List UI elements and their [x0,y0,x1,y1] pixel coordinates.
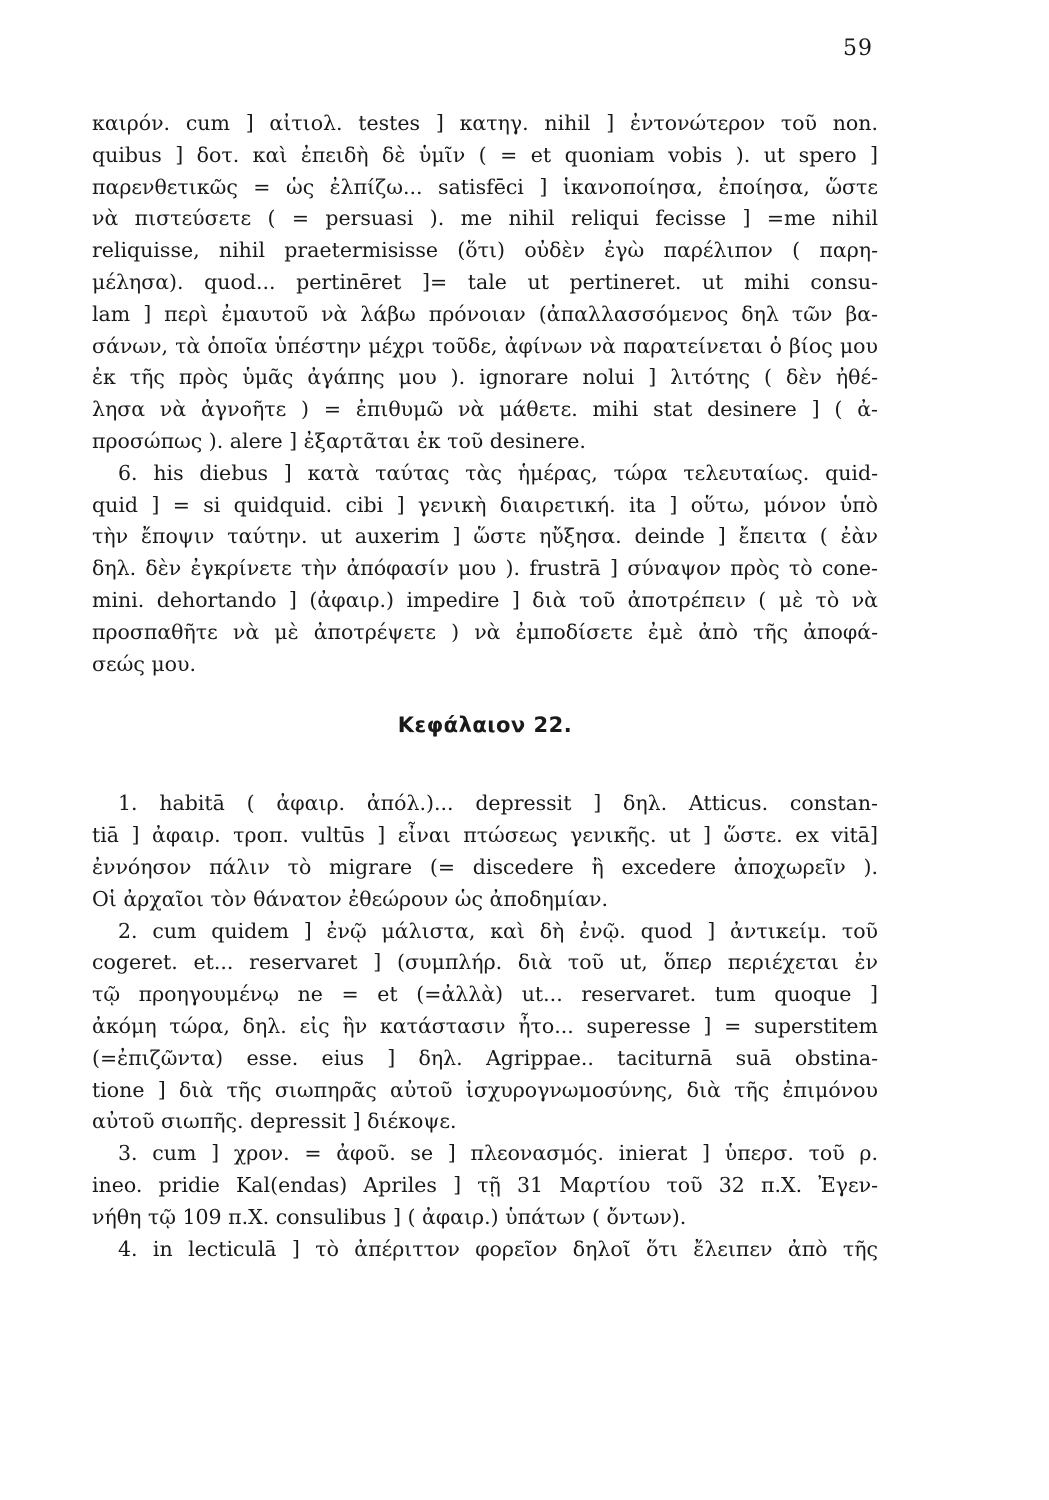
text-line: ἐκ τῆς πρὸς ὑμᾶς ἀγάπης μου ). ignorare nolui ] λιτότης ( δὲν ἠθέ- [92,365,878,390]
text-line: νὰ πιστεύσετε ( = persuasi ). me nihil reliqui fecisse ] =me nihil [92,206,878,231]
text-line: μέλησα). quod... pertinēret ]= tale ut pertineret. ut mihi consu- [92,269,878,294]
text-line: δηλ. δὲν ἐγκρίνετε τὴν ἀπόφασίν μου ). frustrā ] σύναψον πρὸς τὸ cone- [92,556,878,581]
text-line: Οἱ ἀρχαῖοι τὸν θάνατον ἐθεώρουν ὡς ἀποδημίαν. [92,886,608,911]
text-line: (=ἐπιζῶντα) esse. eius ] δηλ. Agrippae.. taciturnā suā obstina- [92,1045,878,1070]
text-line: 6. his diebus ] κατὰ ταύτας τὰς ἡμέρας, τώρα τελευταίως. quid- [118,460,878,485]
chapter-heading: Κεφάλαιον 22. [397,713,573,738]
text-line: reliquisse, nihil praetermisisse (ὅτι) οὐδὲν ἐγὼ παρέλιπον ( παρη- [92,238,878,263]
text-line: quid ] = si quidquid. cibi ] γενικὴ διαιρετική. ita ] οὕτω, μόνον ὑπὸ [92,492,878,517]
text-line: προσπαθῆτε νὰ μὲ ἀποτρέψετε ) νὰ ἐμποδίσετε ἐμὲ ἀπὸ τῆς ἀποφά- [92,619,878,644]
text-line: τὴν ἔποψιν ταύτην. ut auxerim ] ὥστε ηὔξησα. deinde ] ἔπειτα ( ἐὰν [92,524,878,549]
commentary-block-1 [92,108,878,680]
text-line: 3. cum ] χρον. = ἀφοῦ. se ] πλεονασμός. inierat ] ὑπερσ. τοῦ ρ. [118,1141,878,1166]
text-line: 1. habitā ( ἀφαιρ. ἀπόλ.)... depressit ] δηλ. Atticus. constan- [118,791,878,816]
text-line: παρενθετικῶς = ὡς ἐλπίζω... satisfēci ] ἱκανοποίησα, ἐποίησα, ὥστε [92,174,878,199]
text-line: quibus ] δοτ. καὶ ἐπειδὴ δὲ ὑμῖν ( = et quoniam vobis ). ut spero ] [92,142,878,167]
text-line: αὐτοῦ σιωπῆς. depressit ] διέκοψε. [92,1109,457,1134]
text-line: λησα νὰ ἀγνοῆτε ) = ἐπιθυμῶ νὰ μάθετε. mihi stat desinere ] ( ἀ- [92,397,878,422]
text-line: τῷ προηγουμένῳ ne = et (=ἀλλὰ) ut... reservaret. tum quoque ] [92,982,878,1007]
text-line: ἀκόμη τώρα, δηλ. εἰς ἣν κατάστασιν ἦτο... superesse ] = superstitem [92,1013,878,1038]
page-number: 59 [843,36,873,61]
text-line: lam ] περὶ ἐμαυτοῦ νὰ λάβω πρόνοιαν (ἀπαλλασσόμενος δηλ τῶν βα- [92,301,878,326]
text-line: ἐννόησον πάλιν τὸ migrare (= discedere ἢ excedere ἀποχωρεῖν ). [92,854,878,879]
page-text [92,108,878,1265]
text-line: ineo. pridie Kal(endas) Apriles ] τῇ 31 Μαρτίου τοῦ 32 π.Χ. Ἐγεν- [92,1172,878,1197]
text-line: tione ] διὰ τῆς σιωπηρᾶς αὐτοῦ ἰσχυρογνωμοσύνης, διὰ τῆς ἐπιμόνου [92,1077,878,1102]
text-line: προσώπως ). alere ] ἐξαρτᾶται ἐκ τοῦ desinere. [92,428,586,453]
commentary-block-2 [92,788,878,1265]
text-line: 4. in lecticulā ] τὸ ἀπέριττον φορεῖον δηλοῖ ὅτι ἔλειπεν ἀπὸ τῆς [118,1236,878,1261]
text-line: σεώς μου. [92,651,196,676]
text-line: σάνων, τὰ ὁποῖα ὑπέστην μέχρι τοῦδε, ἀφίνων νὰ παρατείνεται ὁ βίος μου [92,333,878,358]
text-line: cogeret. et... reservaret ] (συμπλήρ. διὰ τοῦ ut, ὅπερ περιέχεται ἐν [92,950,878,975]
text-line: tiā ] ἀφαιρ. τροπ. vultūs ] εἶναι πτώσεως γενικῆς. ut ] ὥστε. ex vitā] [92,823,878,848]
text-line: mini. dehortando ] (ἀφαιρ.) impedire ] διὰ τοῦ ἀποτρέπειν ( μὲ τὸ νὰ [92,587,878,612]
text-line: νήθη τῷ 109 π.Χ. consulibus ] ( ἀφαιρ.) ὑπάτων ( ὄντων). [92,1204,687,1229]
text-line: 2. cum quidem ] ἐνῷ μάλιστα, καὶ δὴ ἐνῷ. quod ] ἀντικείμ. τοῦ [118,918,878,943]
text-line: καιρόν. cum ] αἰτιολ. testes ] κατηγ. nihil ] ἐντονώτερον τοῦ non. [92,111,878,135]
